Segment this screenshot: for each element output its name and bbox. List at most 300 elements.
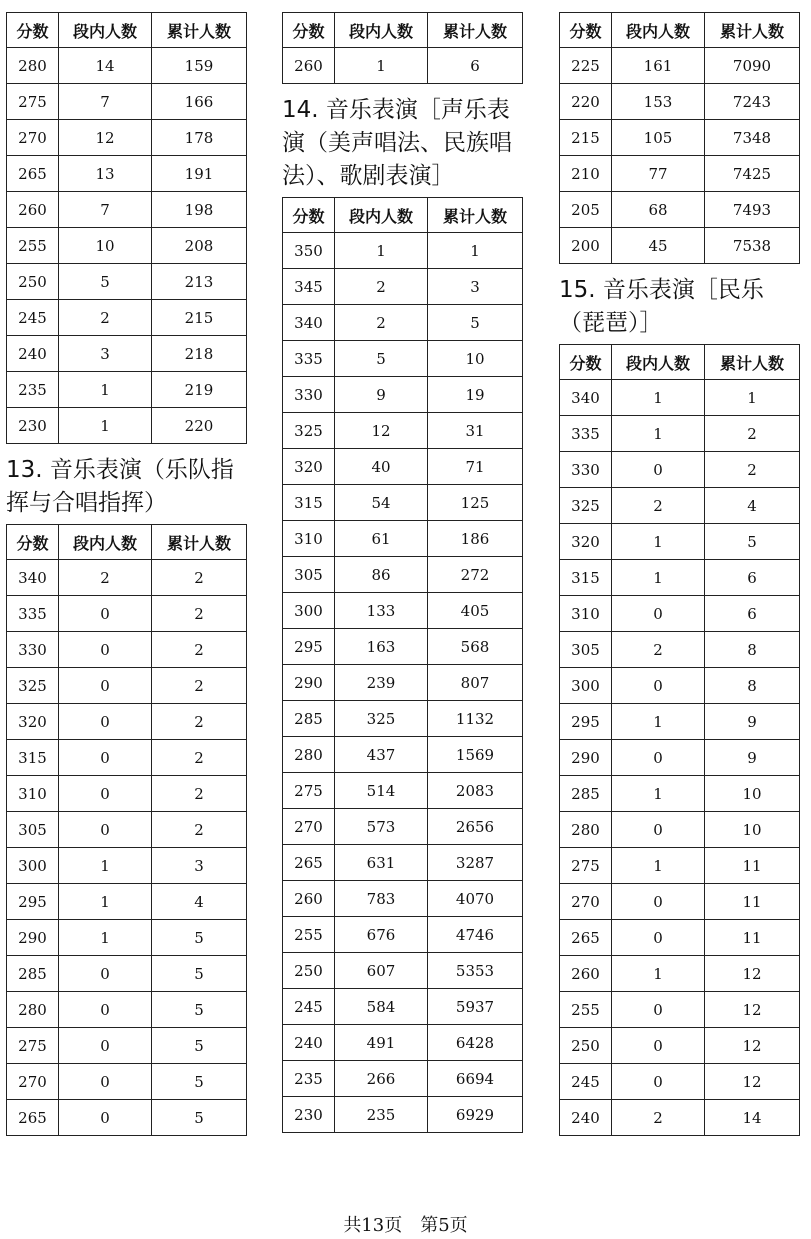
cell-score: 285 xyxy=(560,776,612,812)
cell-cumulative-count: 2 xyxy=(152,704,247,740)
cell-segment-count: 0 xyxy=(612,920,705,956)
cell-score: 320 xyxy=(560,524,612,560)
table-row xyxy=(283,701,523,737)
table-row xyxy=(283,917,523,953)
cell-cumulative-count: 272 xyxy=(428,557,523,593)
table-row xyxy=(560,848,800,884)
cell-score: 275 xyxy=(560,848,612,884)
table-row xyxy=(7,120,247,156)
cell-score: 260 xyxy=(7,192,59,228)
cell-cumulative-count: 1 xyxy=(705,380,800,416)
header-cumulative-count: 累计人数 xyxy=(705,13,800,48)
cell-cumulative-count: 2 xyxy=(152,740,247,776)
table-row xyxy=(7,1028,247,1064)
cell-score: 205 xyxy=(560,192,612,228)
cell-score: 315 xyxy=(283,485,335,521)
cell-score: 200 xyxy=(560,228,612,264)
header-score: 分数 xyxy=(7,525,59,560)
table-row xyxy=(560,1064,800,1100)
cell-score: 310 xyxy=(283,521,335,557)
header-cumulative-count: 累计人数 xyxy=(152,525,247,560)
cell-segment-count: 0 xyxy=(59,992,152,1028)
cell-segment-count: 68 xyxy=(612,192,705,228)
cell-score: 260 xyxy=(560,956,612,992)
cell-segment-count: 163 xyxy=(335,629,428,665)
cell-segment-count: 0 xyxy=(59,812,152,848)
cell-score: 235 xyxy=(7,372,59,408)
cell-cumulative-count: 5937 xyxy=(428,989,523,1025)
cell-cumulative-count: 186 xyxy=(428,521,523,557)
cell-cumulative-count: 5353 xyxy=(428,953,523,989)
table-row xyxy=(283,845,523,881)
cell-score: 225 xyxy=(560,48,612,84)
header-segment-count: 段内人数 xyxy=(59,13,152,48)
cell-score: 240 xyxy=(7,336,59,372)
cell-segment-count: 0 xyxy=(59,1028,152,1064)
cell-cumulative-count: 2 xyxy=(152,668,247,704)
cell-score: 300 xyxy=(283,593,335,629)
table-row xyxy=(283,449,523,485)
cell-score: 215 xyxy=(560,120,612,156)
cell-cumulative-count: 6694 xyxy=(428,1061,523,1097)
cell-cumulative-count: 166 xyxy=(152,84,247,120)
cell-segment-count: 2 xyxy=(335,269,428,305)
cell-segment-count: 0 xyxy=(59,740,152,776)
cell-segment-count: 0 xyxy=(59,1064,152,1100)
page-footer: 共13页 第5页 xyxy=(343,1215,468,1236)
cell-segment-count: 0 xyxy=(612,596,705,632)
cell-segment-count: 0 xyxy=(59,1100,152,1136)
cell-score: 330 xyxy=(560,452,612,488)
cell-segment-count: 2 xyxy=(612,488,705,524)
table-row xyxy=(7,848,247,884)
cell-segment-count: 12 xyxy=(335,413,428,449)
table-row xyxy=(7,192,247,228)
cell-segment-count: 0 xyxy=(59,776,152,812)
cell-segment-count: 0 xyxy=(612,884,705,920)
cell-cumulative-count: 11 xyxy=(705,920,800,956)
cell-score: 295 xyxy=(283,629,335,665)
table-row xyxy=(7,884,247,920)
cell-score: 275 xyxy=(7,84,59,120)
section-title-13: 13. 音乐表演（乐队指挥与合唱指挥） xyxy=(6,457,234,516)
cell-score: 335 xyxy=(560,416,612,452)
cell-cumulative-count: 2 xyxy=(152,596,247,632)
cell-cumulative-count: 8 xyxy=(705,668,800,704)
table-row xyxy=(560,596,800,632)
cell-segment-count: 0 xyxy=(612,812,705,848)
table-row xyxy=(560,704,800,740)
header-score: 分数 xyxy=(283,13,335,48)
cell-score: 320 xyxy=(283,449,335,485)
table-row xyxy=(283,377,523,413)
cell-cumulative-count: 5 xyxy=(152,992,247,1028)
table-row xyxy=(7,740,247,776)
cell-segment-count: 783 xyxy=(335,881,428,917)
table-row xyxy=(7,156,247,192)
cell-cumulative-count: 208 xyxy=(152,228,247,264)
table-row xyxy=(283,557,523,593)
cell-score: 290 xyxy=(560,740,612,776)
table-row xyxy=(283,341,523,377)
cell-cumulative-count: 4 xyxy=(705,488,800,524)
cell-score: 270 xyxy=(7,120,59,156)
cell-score: 260 xyxy=(283,881,335,917)
cell-cumulative-count: 7538 xyxy=(705,228,800,264)
table-row xyxy=(7,632,247,668)
cell-score: 265 xyxy=(7,1100,59,1136)
table-row xyxy=(7,372,247,408)
cell-score: 305 xyxy=(7,812,59,848)
column-right xyxy=(559,12,799,1136)
cell-score: 320 xyxy=(7,704,59,740)
header-score: 分数 xyxy=(283,198,335,233)
cell-score: 220 xyxy=(560,84,612,120)
cell-score: 300 xyxy=(7,848,59,884)
cell-segment-count: 40 xyxy=(335,449,428,485)
cell-segment-count: 1 xyxy=(612,524,705,560)
cell-cumulative-count: 5 xyxy=(152,920,247,956)
cell-segment-count: 491 xyxy=(335,1025,428,1061)
table-row xyxy=(283,269,523,305)
table-row xyxy=(7,992,247,1028)
table-row xyxy=(283,233,523,269)
cell-cumulative-count: 191 xyxy=(152,156,247,192)
cell-cumulative-count: 9 xyxy=(705,704,800,740)
cell-cumulative-count: 9 xyxy=(705,740,800,776)
table-row xyxy=(283,773,523,809)
cell-segment-count: 1 xyxy=(612,776,705,812)
cell-score: 265 xyxy=(7,156,59,192)
cell-segment-count: 676 xyxy=(335,917,428,953)
cell-score: 340 xyxy=(560,380,612,416)
cell-cumulative-count: 31 xyxy=(428,413,523,449)
cell-score: 315 xyxy=(7,740,59,776)
cell-segment-count: 325 xyxy=(335,701,428,737)
header-segment-count: 段内人数 xyxy=(612,345,705,380)
cell-segment-count: 12 xyxy=(59,120,152,156)
table-header-row xyxy=(560,13,800,48)
cell-segment-count: 7 xyxy=(59,192,152,228)
table-row xyxy=(560,120,800,156)
cell-cumulative-count: 2 xyxy=(705,452,800,488)
cell-cumulative-count: 2 xyxy=(705,416,800,452)
cell-score: 325 xyxy=(7,668,59,704)
cell-segment-count: 1 xyxy=(59,920,152,956)
cell-cumulative-count: 568 xyxy=(428,629,523,665)
cell-cumulative-count: 213 xyxy=(152,264,247,300)
score-table-continued xyxy=(282,12,523,84)
cell-cumulative-count: 4746 xyxy=(428,917,523,953)
cell-cumulative-count: 10 xyxy=(428,341,523,377)
cell-cumulative-count: 159 xyxy=(152,48,247,84)
cell-cumulative-count: 7243 xyxy=(705,84,800,120)
cell-score: 245 xyxy=(7,300,59,336)
table-header-row xyxy=(560,345,800,380)
cell-cumulative-count: 178 xyxy=(152,120,247,156)
cell-segment-count: 86 xyxy=(335,557,428,593)
cell-cumulative-count: 218 xyxy=(152,336,247,372)
cell-cumulative-count: 2656 xyxy=(428,809,523,845)
table-row xyxy=(283,305,523,341)
cell-cumulative-count: 219 xyxy=(152,372,247,408)
cell-segment-count: 14 xyxy=(59,48,152,84)
table-row xyxy=(7,812,247,848)
table-row xyxy=(560,1028,800,1064)
table-row xyxy=(560,84,800,120)
cell-score: 210 xyxy=(560,156,612,192)
table-row xyxy=(7,956,247,992)
cell-segment-count: 437 xyxy=(335,737,428,773)
cell-score: 300 xyxy=(560,668,612,704)
cell-segment-count: 1 xyxy=(612,848,705,884)
cell-cumulative-count: 1132 xyxy=(428,701,523,737)
cell-segment-count: 3 xyxy=(59,336,152,372)
cell-cumulative-count: 7493 xyxy=(705,192,800,228)
cell-cumulative-count: 125 xyxy=(428,485,523,521)
cell-segment-count: 2 xyxy=(612,1100,705,1136)
table-row xyxy=(560,452,800,488)
score-table-15 xyxy=(559,344,800,1136)
cell-segment-count: 0 xyxy=(59,704,152,740)
cell-segment-count: 13 xyxy=(59,156,152,192)
table-row xyxy=(560,192,800,228)
cell-segment-count: 573 xyxy=(335,809,428,845)
table-row xyxy=(7,264,247,300)
cell-cumulative-count: 5 xyxy=(152,956,247,992)
cell-segment-count: 266 xyxy=(335,1061,428,1097)
cell-cumulative-count: 3 xyxy=(152,848,247,884)
cell-score: 255 xyxy=(283,917,335,953)
cell-segment-count: 54 xyxy=(335,485,428,521)
cell-cumulative-count: 5 xyxy=(152,1064,247,1100)
column-left xyxy=(6,12,246,1136)
cell-segment-count: 2 xyxy=(59,560,152,596)
cell-cumulative-count: 11 xyxy=(705,848,800,884)
cell-cumulative-count: 1569 xyxy=(428,737,523,773)
table-row xyxy=(283,521,523,557)
cell-cumulative-count: 2 xyxy=(152,632,247,668)
table-row xyxy=(7,300,247,336)
table-row xyxy=(560,668,800,704)
score-table-continued xyxy=(559,12,800,264)
cell-cumulative-count: 405 xyxy=(428,593,523,629)
section-title-14: 14. 音乐表演［声乐表演（美声唱法、民族唱法）、歌剧表演］ xyxy=(282,97,512,189)
cell-score: 240 xyxy=(560,1100,612,1136)
cell-score: 230 xyxy=(7,408,59,444)
cell-cumulative-count: 19 xyxy=(428,377,523,413)
cell-score: 335 xyxy=(283,341,335,377)
header-cumulative-count: 累计人数 xyxy=(705,345,800,380)
cell-score: 295 xyxy=(7,884,59,920)
cell-segment-count: 45 xyxy=(612,228,705,264)
table-row xyxy=(283,737,523,773)
cell-score: 285 xyxy=(7,956,59,992)
cell-segment-count: 0 xyxy=(612,992,705,1028)
table-row xyxy=(560,228,800,264)
table-row xyxy=(7,408,247,444)
cell-segment-count: 0 xyxy=(59,668,152,704)
cell-segment-count: 2 xyxy=(59,300,152,336)
cell-score: 275 xyxy=(7,1028,59,1064)
cell-score: 325 xyxy=(560,488,612,524)
cell-score: 295 xyxy=(560,704,612,740)
table-row xyxy=(283,413,523,449)
table-row xyxy=(560,1100,800,1136)
cell-cumulative-count: 3 xyxy=(428,269,523,305)
cell-cumulative-count: 2 xyxy=(152,812,247,848)
cell-cumulative-count: 220 xyxy=(152,408,247,444)
table-row xyxy=(560,920,800,956)
table-row xyxy=(7,560,247,596)
header-cumulative-count: 累计人数 xyxy=(152,13,247,48)
table-row xyxy=(560,560,800,596)
cell-cumulative-count: 8 xyxy=(705,632,800,668)
cell-segment-count: 1 xyxy=(612,416,705,452)
cell-segment-count: 5 xyxy=(59,264,152,300)
cell-segment-count: 0 xyxy=(59,956,152,992)
cell-cumulative-count: 12 xyxy=(705,956,800,992)
cell-score: 310 xyxy=(560,596,612,632)
cell-segment-count: 2 xyxy=(612,632,705,668)
cell-segment-count: 5 xyxy=(335,341,428,377)
cell-score: 335 xyxy=(7,596,59,632)
table-row xyxy=(7,48,247,84)
cell-segment-count: 0 xyxy=(612,740,705,776)
header-cumulative-count: 累计人数 xyxy=(428,13,523,48)
cell-cumulative-count: 11 xyxy=(705,884,800,920)
header-segment-count: 段内人数 xyxy=(335,198,428,233)
cell-cumulative-count: 10 xyxy=(705,776,800,812)
table-row xyxy=(560,48,800,84)
score-table-14 xyxy=(282,197,523,1133)
cell-segment-count: 514 xyxy=(335,773,428,809)
cell-score: 255 xyxy=(560,992,612,1028)
table-row xyxy=(560,632,800,668)
cell-cumulative-count: 6428 xyxy=(428,1025,523,1061)
cell-segment-count: 0 xyxy=(59,632,152,668)
cell-score: 275 xyxy=(283,773,335,809)
cell-cumulative-count: 2 xyxy=(152,776,247,812)
table-row xyxy=(560,740,800,776)
cell-score: 305 xyxy=(560,632,612,668)
section-title-15: 15. 音乐表演［民乐（琵琶）］ xyxy=(559,277,764,336)
cell-score: 245 xyxy=(560,1064,612,1100)
cell-score: 340 xyxy=(7,560,59,596)
header-cumulative-count: 累计人数 xyxy=(428,198,523,233)
cell-score: 250 xyxy=(7,264,59,300)
cell-cumulative-count: 12 xyxy=(705,992,800,1028)
cell-cumulative-count: 807 xyxy=(428,665,523,701)
cell-score: 280 xyxy=(560,812,612,848)
cell-cumulative-count: 6929 xyxy=(428,1097,523,1133)
table-row xyxy=(283,809,523,845)
cell-segment-count: 153 xyxy=(612,84,705,120)
cell-score: 260 xyxy=(283,48,335,84)
table-header-row xyxy=(283,198,523,233)
cell-cumulative-count: 4 xyxy=(152,884,247,920)
cell-cumulative-count: 5 xyxy=(152,1028,247,1064)
table-row xyxy=(283,989,523,1025)
table-row xyxy=(560,488,800,524)
cell-cumulative-count: 4070 xyxy=(428,881,523,917)
cell-score: 290 xyxy=(7,920,59,956)
cell-segment-count: 0 xyxy=(612,1028,705,1064)
table-row xyxy=(283,1097,523,1133)
cell-segment-count: 1 xyxy=(59,848,152,884)
table-header-row xyxy=(7,525,247,560)
table-row xyxy=(7,596,247,632)
cell-segment-count: 1 xyxy=(612,956,705,992)
cell-cumulative-count: 5 xyxy=(428,305,523,341)
cell-segment-count: 1 xyxy=(612,560,705,596)
cell-segment-count: 1 xyxy=(335,233,428,269)
table-row xyxy=(560,956,800,992)
cell-score: 250 xyxy=(283,953,335,989)
header-segment-count: 段内人数 xyxy=(335,13,428,48)
cell-score: 290 xyxy=(283,665,335,701)
cell-cumulative-count: 6 xyxy=(705,596,800,632)
cell-score: 235 xyxy=(283,1061,335,1097)
cell-score: 270 xyxy=(560,884,612,920)
table-row xyxy=(560,524,800,560)
cell-cumulative-count: 7425 xyxy=(705,156,800,192)
cell-cumulative-count: 71 xyxy=(428,449,523,485)
cell-score: 325 xyxy=(283,413,335,449)
cell-score: 330 xyxy=(283,377,335,413)
table-row xyxy=(560,416,800,452)
table-row xyxy=(560,156,800,192)
cell-score: 330 xyxy=(7,632,59,668)
cell-cumulative-count: 12 xyxy=(705,1064,800,1100)
table-row xyxy=(7,336,247,372)
score-table-13 xyxy=(6,524,247,1136)
cell-segment-count: 0 xyxy=(612,1064,705,1100)
table-row xyxy=(283,593,523,629)
cell-segment-count: 584 xyxy=(335,989,428,1025)
cell-segment-count: 10 xyxy=(59,228,152,264)
header-score: 分数 xyxy=(560,345,612,380)
table-row xyxy=(7,704,247,740)
cell-segment-count: 0 xyxy=(612,668,705,704)
cell-cumulative-count: 2 xyxy=(152,560,247,596)
cell-segment-count: 1 xyxy=(612,380,705,416)
header-segment-count: 段内人数 xyxy=(59,525,152,560)
table-row xyxy=(7,1100,247,1136)
cell-cumulative-count: 2083 xyxy=(428,773,523,809)
table-row xyxy=(283,1025,523,1061)
cell-cumulative-count: 10 xyxy=(705,812,800,848)
cell-score: 345 xyxy=(283,269,335,305)
cell-score: 255 xyxy=(7,228,59,264)
cell-cumulative-count: 215 xyxy=(152,300,247,336)
cell-cumulative-count: 7090 xyxy=(705,48,800,84)
cell-segment-count: 77 xyxy=(612,156,705,192)
cell-score: 280 xyxy=(7,992,59,1028)
cell-score: 250 xyxy=(560,1028,612,1064)
table-row xyxy=(560,992,800,1028)
cell-score: 270 xyxy=(7,1064,59,1100)
cell-segment-count: 0 xyxy=(59,596,152,632)
cell-score: 310 xyxy=(7,776,59,812)
cell-score: 305 xyxy=(283,557,335,593)
cell-cumulative-count: 14 xyxy=(705,1100,800,1136)
cell-score: 350 xyxy=(283,233,335,269)
header-score: 分数 xyxy=(560,13,612,48)
cell-segment-count: 0 xyxy=(612,452,705,488)
cell-segment-count: 1 xyxy=(612,704,705,740)
cell-score: 240 xyxy=(283,1025,335,1061)
